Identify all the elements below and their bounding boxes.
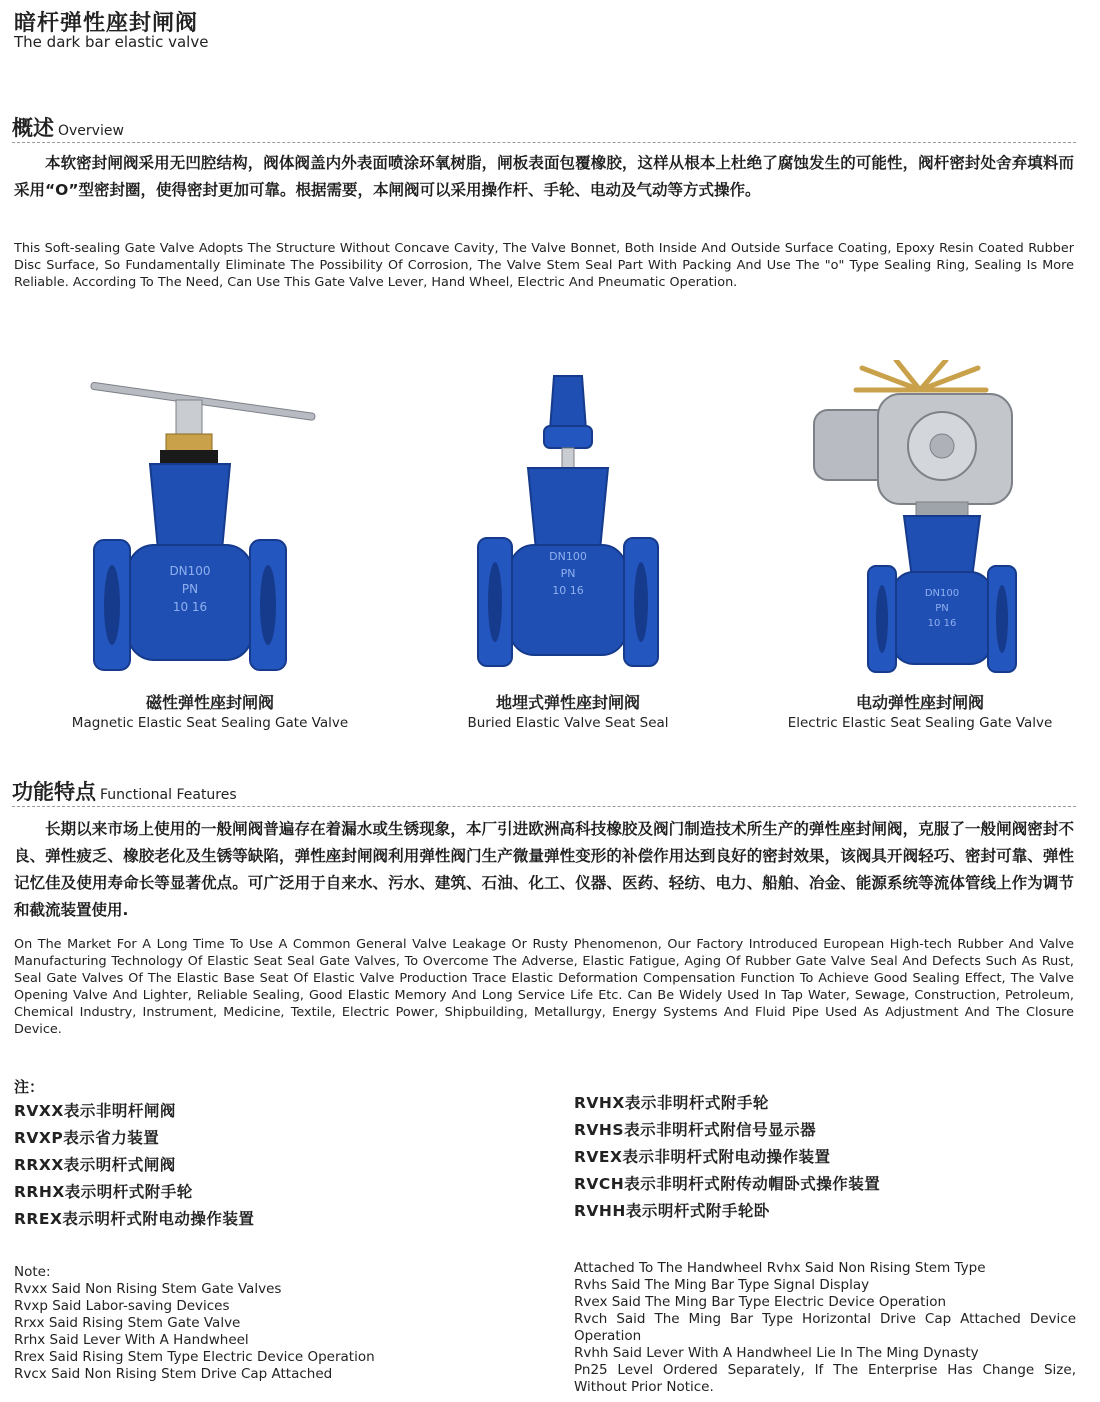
note-cn-item: RRXX表示明杆式闸阀 xyxy=(14,1156,176,1174)
note-en-item: Rrxx Said Rising Stem Gate Valve xyxy=(14,1315,241,1331)
note-en-item: Rvxp Said Labor-saving Devices xyxy=(14,1298,230,1314)
note-cn-item: RVXP表示省力装置 xyxy=(14,1129,160,1147)
note-en-item: Attached To The Handwheel Rvhx Said Non Rising Stem Type xyxy=(574,1260,986,1276)
notes-en-right xyxy=(574,1260,1076,1396)
product-caption-cn: 磁性弹性座封闸阀 xyxy=(145,693,274,712)
notes-cn-left-list xyxy=(14,1098,254,1233)
product-caption-en: Buried Elastic Valve Seat Seal xyxy=(467,715,669,731)
product-electric-valve xyxy=(760,360,1080,731)
note-en-item: Rrex Said Rising Stem Type Electric Device Operation xyxy=(14,1349,375,1365)
product-buried-valve xyxy=(408,360,728,731)
valve-body-text-3: 10 16 xyxy=(927,618,957,629)
note-en-item: Rrhx Said Lever With A Handwheel xyxy=(14,1332,249,1348)
notes-cn-right-list xyxy=(574,1090,880,1225)
features-paragraph-cn: 长期以来市场上使用的一般闸阀普遍存在着漏水或生锈现象，本厂引进欧洲高科技橡胶及阀门制造技术所生产的弹性座封闸阀，克服了一般闸阀密封不良、弹性疲乏、橡胶老化及生锈等缺陷，弹性座封闸阀利用弹性阀门生产微量弹性变形的补偿作用达到良好的密封效果，该阀具开阀轻巧、密封可靠、弹性记忆佳及使用寿命长等显著优点。可广泛用于自来水、污水、建筑、石油、化工、仪器、医药、轻纺、电力、船舶、冶金、能源系统等流体管线上作为调节和截流装置使用. xyxy=(14,820,1074,919)
note-en-item: Rvcx Said Non Rising Stem Drive Cap Attached xyxy=(14,1366,333,1382)
note-en-item: Rvex Said The Ming Bar Type Electric Device Operation xyxy=(574,1294,947,1310)
valve-body-text-2: PN xyxy=(181,582,199,596)
note-cn-item: RVCH表示非明杆式附传动帽卧式操作装置 xyxy=(574,1175,881,1193)
product-caption-en: Electric Elastic Seat Sealing Gate Valve xyxy=(787,715,1053,731)
note-cn-item: RVHH表示明杆式附手轮卧 xyxy=(574,1202,770,1220)
magnetic-gate-valve-image xyxy=(90,360,330,680)
valve-body-text-2: PN xyxy=(560,567,576,580)
note-en-item: Rvch Said The Ming Bar Type Horizontal Drive Cap Attached Device Operation xyxy=(574,1311,1076,1344)
note-en-item: Rvhh Said Lever With A Handwheel Lie In The Ming Dynasty xyxy=(574,1345,979,1361)
features-heading xyxy=(12,776,1076,807)
note-en-item: Rvhs Said The Ming Bar Type Signal Display xyxy=(574,1277,870,1293)
product-caption-en: Magnetic Elastic Seat Sealing Gate Valve xyxy=(71,715,349,731)
valve-body-text-1: DN100 xyxy=(169,564,211,578)
notes-en-left xyxy=(14,1264,434,1383)
valve-body-text-1: DN100 xyxy=(924,588,960,599)
note-cn-item: RVHX表示非明杆式附手轮 xyxy=(574,1094,769,1112)
overview-paragraph-cn: 本软密封闸阀采用无凹腔结构，阀体阀盖内外表面喷涂环氧树脂，闸板表面包覆橡胶，这样从根本上杜绝了腐蚀发生的可能性，阀杆密封处舍弃填料而采用“O”型密封圈，使得密封更加可靠。根据需要，本闸阀可以采用操作杆、手轮、电动及气动等方式操作。 xyxy=(14,154,1074,199)
note-cn-item: RRHX表示明杆式附手轮 xyxy=(14,1183,193,1201)
page-title-cn: 暗杆弹性座封闸阀 xyxy=(14,11,199,36)
page-title-en: The dark bar elastic valve xyxy=(14,33,209,51)
valve-body-text-1: DN100 xyxy=(549,550,587,563)
notes-label-en: Note: xyxy=(14,1264,51,1280)
features-heading-en: Functional Features xyxy=(100,787,237,803)
note-cn-item: RREX表示明杆式附电动操作装置 xyxy=(14,1210,255,1228)
overview-paragraph-en: This Soft-sealing Gate Valve Adopts The Structure Without Concave Cavity, The Valve Bonnet, Both Inside And Outside Surface Coating, Epoxy Resin Coated Rubber Disc Surface, So Fundamentally Eliminate The Possibility Of Corrosion, The Valve Stem Seal Part With Packing And Use The "o" Type Sealing Ring, Sealing Is More Reliable. According To The Need, Can Use This Gate Valve Lever, Hand Wheel, Electric And Pneumatic Operation. xyxy=(14,241,1074,290)
overview-heading xyxy=(12,112,1076,143)
product-caption-cn: 电动弹性座封闸阀 xyxy=(855,693,984,712)
note-en-item: Pn25 Level Ordered Separately, If The Enterprise Has Change Size, Without Prior Notice. xyxy=(574,1362,1076,1395)
note-cn-item: RVEX表示非明杆式附电动操作装置 xyxy=(574,1148,831,1166)
overview-heading-en: Overview xyxy=(58,123,124,139)
note-cn-item: RVHS表示非明杆式附信号显示器 xyxy=(574,1121,817,1139)
product-caption-cn: 地埋式弹性座封闸阀 xyxy=(495,693,640,712)
valve-body-text-2: PN xyxy=(935,603,949,614)
notes-label-cn: 注： xyxy=(14,1078,45,1096)
electric-gate-valve-image xyxy=(800,360,1040,680)
valve-body-text-3: 10 16 xyxy=(172,600,208,614)
features-heading-cn: 功能特点 xyxy=(12,780,96,804)
note-cn-item: RVXX表示非明杆闸阀 xyxy=(14,1102,176,1120)
features-paragraph-en: On The Market For A Long Time To Use A Common General Valve Leakage Or Rusty Phenomenon, Our Factory Introduced European High-tech Rubber And Valve Manufacturing Technology Of Elastic Seat Seal Gate Valves, To Overcome The Adverse, Elastic Fatigue, Aging Of Rubber Gate Valve Seal And Defects Such As Rust, Seal Gate Valves Of The Elastic Base Seat Of Elastic Valve Production Trace Elastic Deformation Compensation Function To Achieve Good Sealing Effect, The Valve Opening Valve And Lighter, Reliable Sealing, Good Elastic Memory And Long Service Life Etc. Can Be Widely Used In Tap Water, Sewage, Construction, Petroleum, Chemical Industry, Instrument, Medicine, Textile, Electric Power, Shipbuilding, Metallurgy, Energy Systems And Fluid Pipe Used As Adjustment And The Closure Device. xyxy=(14,937,1074,1037)
buried-gate-valve-image xyxy=(448,360,688,680)
note-en-item: Rvxx Said Non Rising Stem Gate Valves xyxy=(14,1281,282,1297)
valve-body-text-3: 10 16 xyxy=(552,584,584,597)
product-magnetic-valve xyxy=(50,360,370,731)
overview-heading-cn: 概述 xyxy=(12,116,54,140)
